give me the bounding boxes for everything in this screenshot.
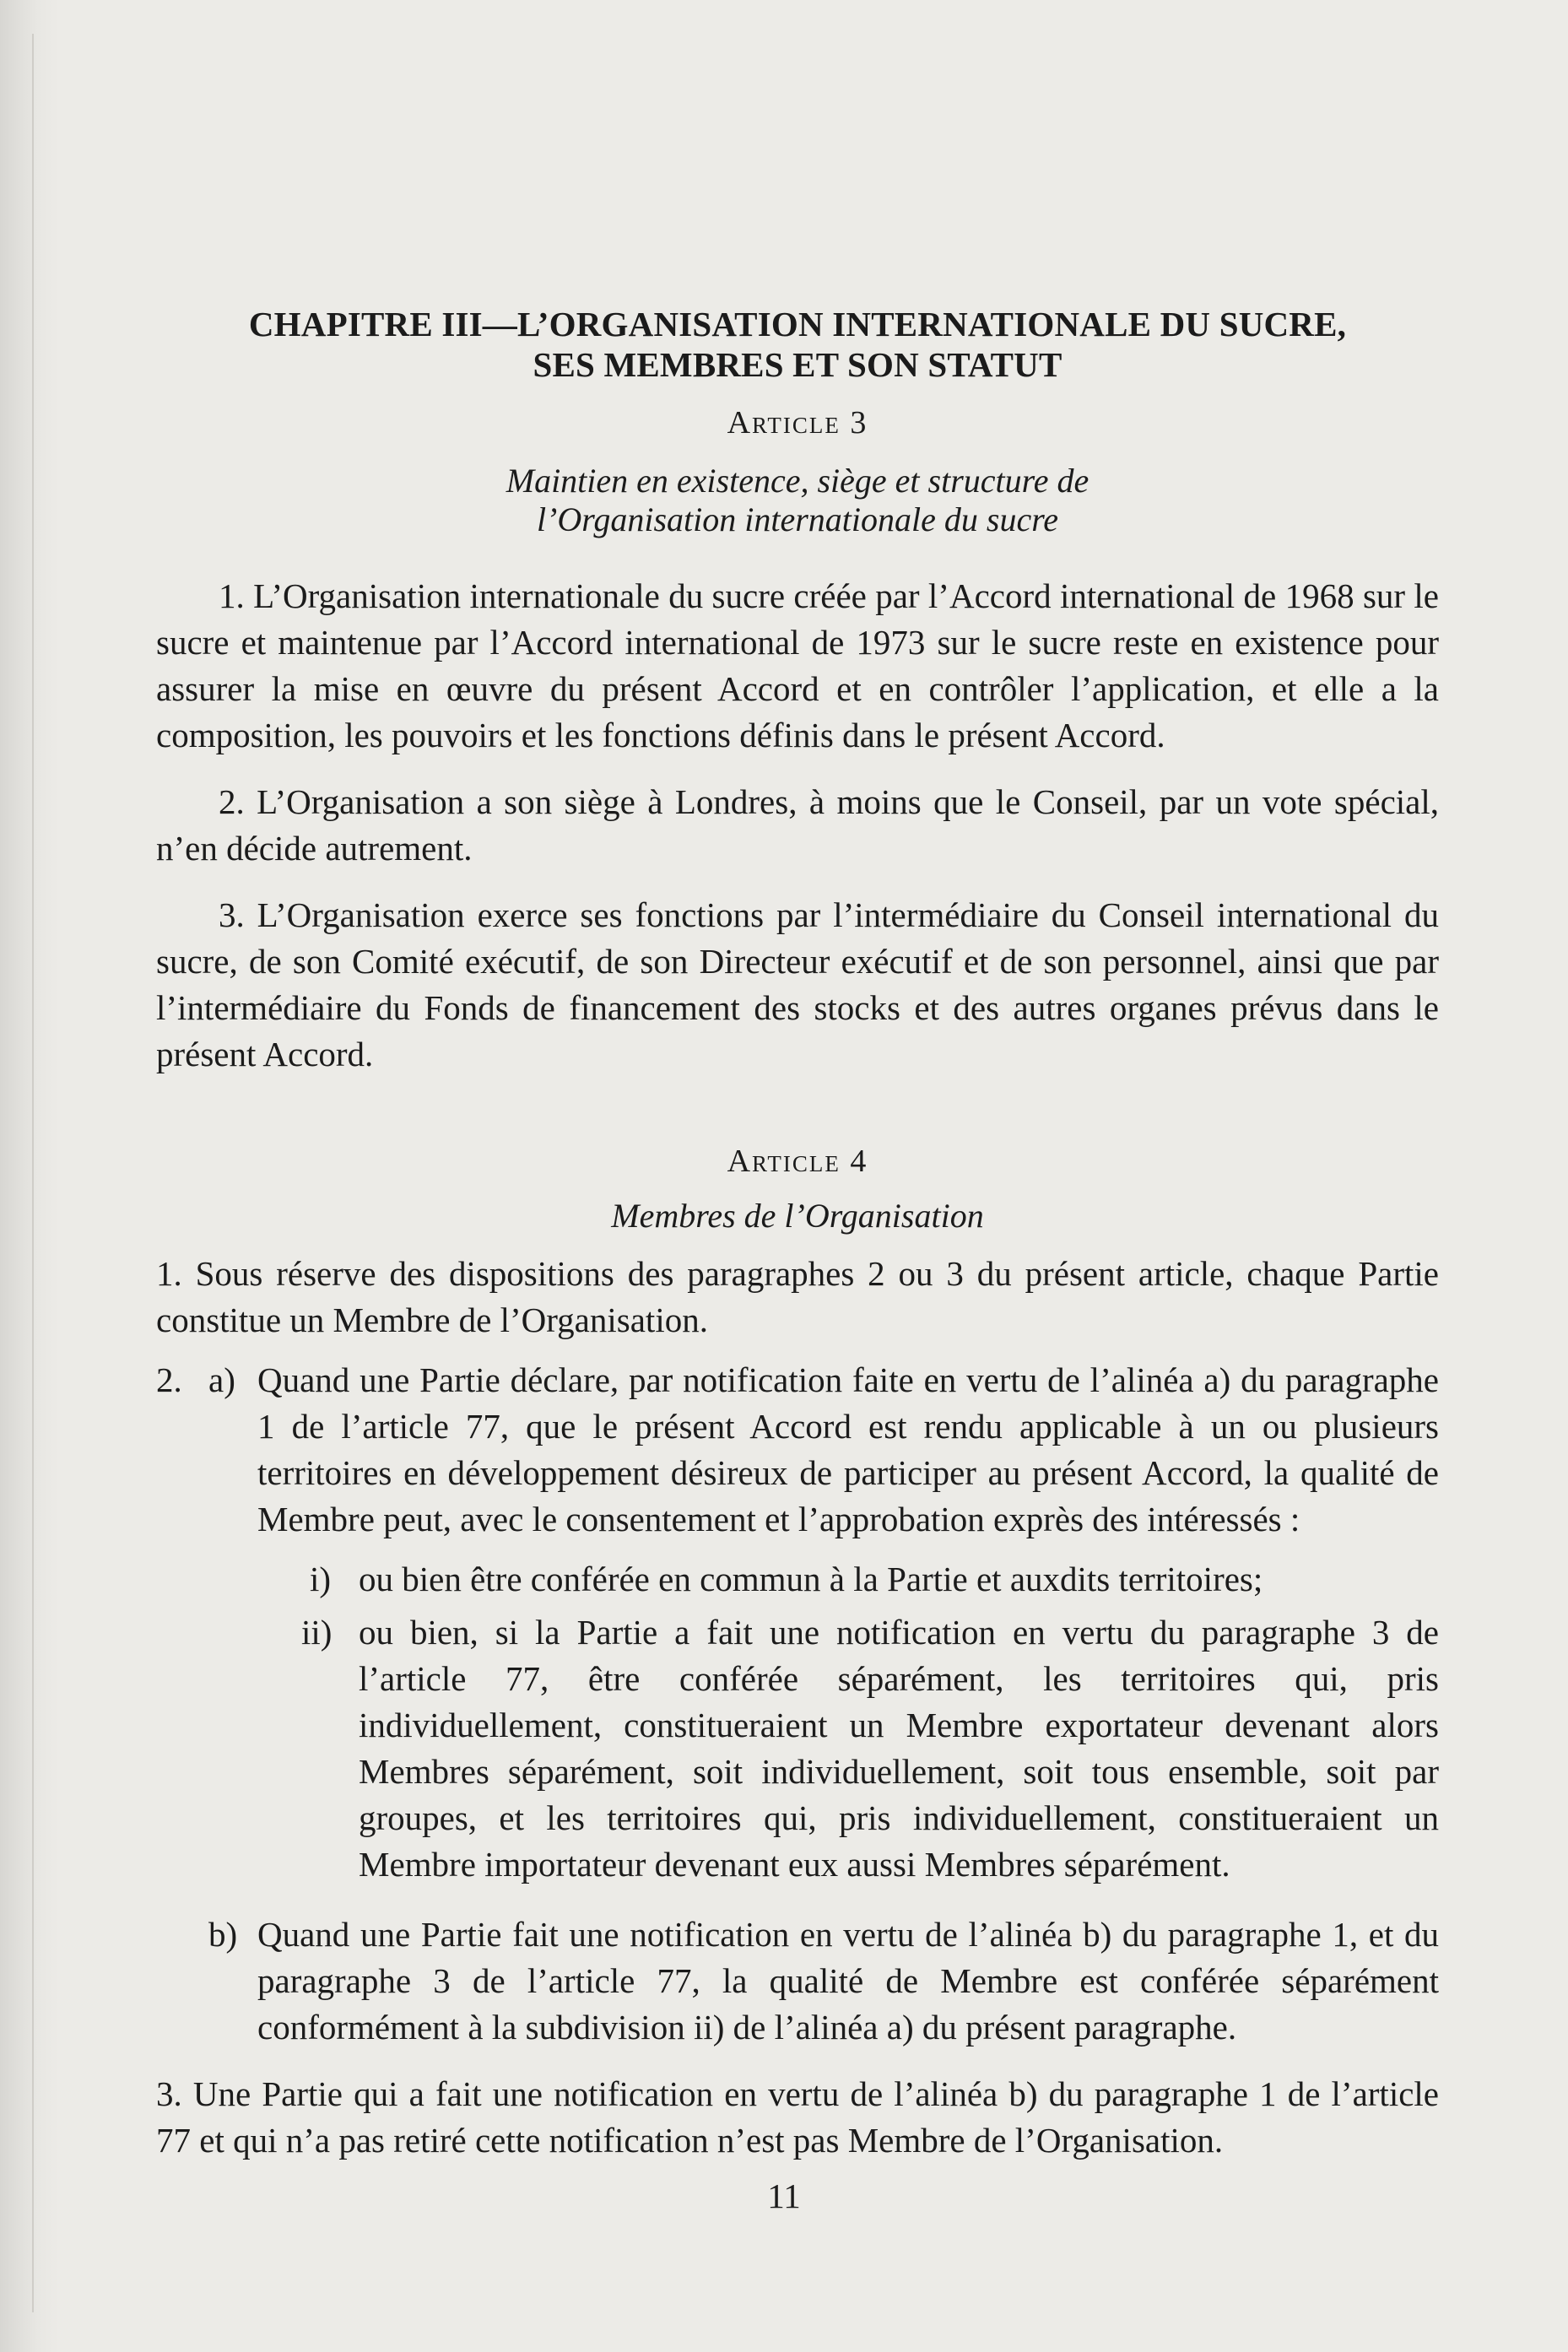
article4-paragraph-2a [156, 1357, 1439, 1543]
article3-paragraph-2: 2. L’Organisation a son siège à Londres, à moins que le Conseil, par un vote spécial, n’en décide autrement. [156, 782, 1439, 868]
subdivision-i-text: ou bien être conférée en commun à la Partie et auxdits territoires; [359, 1560, 1263, 1598]
article4-heading: Article 4 [727, 1144, 868, 1179]
article3-subtitle-line1: Maintien en existence, siège et structure de [506, 462, 1089, 500]
chapter-heading [156, 304, 1439, 385]
paragraph-2-number: 2. [156, 1360, 182, 1399]
subdivision-i [156, 1556, 1439, 1603]
subparagraph-a-label: a) [208, 1360, 235, 1399]
subdivision-i-label: i) [310, 1560, 332, 1598]
article4-paragraph-1: 1. Sous réserve des dispositions des paragraphes 2 ou 3 du présent article, chaque Partie constitue un Membre de l’Organisation. [156, 1254, 1439, 1339]
article3-heading: Article 3 [727, 405, 868, 441]
article3-paragraph-3: 3. L’Organisation exerce ses fonctions par l’intermédiaire du Conseil international du sucre, de son Comité exécutif, de son Directeur exécutif et de son personnel, ainsi que par l’intermédiaire du Fonds de financement des stocks et des autres organes prévus dans le présent Accord. [156, 895, 1439, 1073]
page-number: 11 [767, 2176, 801, 2215]
binding-shadow-line [32, 34, 34, 2312]
chapter-title-line1: CHAPITRE III—L’ORGANISATION INTERNATIONALE DU SUCRE, [248, 305, 1347, 343]
subparagraph-b [156, 1911, 1439, 2051]
article3-paragraph-1: 1. L’Organisation internationale du sucre créée par l’Accord international de 1968 sur le sucre et maintenue par l’Accord international de 1973 sur le sucre reste en existence pour assurer la mise en œuvre du présent Accord et en contrôler l’application, et elle a la composition, les pouvoirs et les fonctions définis dans le présent Accord. [156, 576, 1439, 754]
article4-paragraph-3: 3. Une Partie qui a fait une notification en vertu de l’alinéa b) du paragraphe 1 de l’article 77 et qui n’a pas retiré cette notification n’est pas Membre de l’Organisation. [156, 2074, 1439, 2160]
page-binding-edge [0, 0, 59, 2352]
subdivision-ii [156, 1609, 1439, 1888]
article3-subtitle [156, 462, 1439, 539]
article3-subtitle-line2: l’Organisation internationale du sucre [536, 500, 1059, 538]
article4-subtitle: Membres de l’Organisation [611, 1197, 984, 1235]
subparagraph-b-text: Quand une Partie fait une notification en vertu de l’alinéa b) du paragraphe 1, et du paragraphe 3 de l’article 77, la qualité de Membre est conférée séparément conformément à la subdivision ii) de l’alinéa a) du présent paragraphe. [257, 1915, 1439, 2047]
subparagraph-b-label: b) [208, 1915, 238, 1954]
subdivision-ii-text: ou bien, si la Partie a fait une notification en vertu du paragraphe 3 de l’article 77, être conférée séparément, les territoires qui, pris individuellement, constitueraient un Membre exportateur devenant alors Membres séparément, soit individuellement, soit tous ensemble, soit par groupes, et les territoires qui, pris individuellement, constitueraient un Membre importateur devenant eux aussi Membres séparément. [359, 1613, 1439, 1884]
subparagraph-a-text: Quand une Partie déclare, par notification faite en vertu de l’alinéa a) du paragraphe 1 de l’article 77, que le présent Accord est rendu applicable à un ou plusieurs territoires en développement désireux de participer au présent Accord, la qualité de Membre peut, avec le consentement et l’approbation exprès des intéressés : [257, 1360, 1439, 1538]
subdivision-ii-label: ii) [301, 1613, 333, 1652]
chapter-title-line2: SES MEMBRES ET SON STATUT [533, 345, 1062, 384]
document-page [156, 304, 1439, 2164]
